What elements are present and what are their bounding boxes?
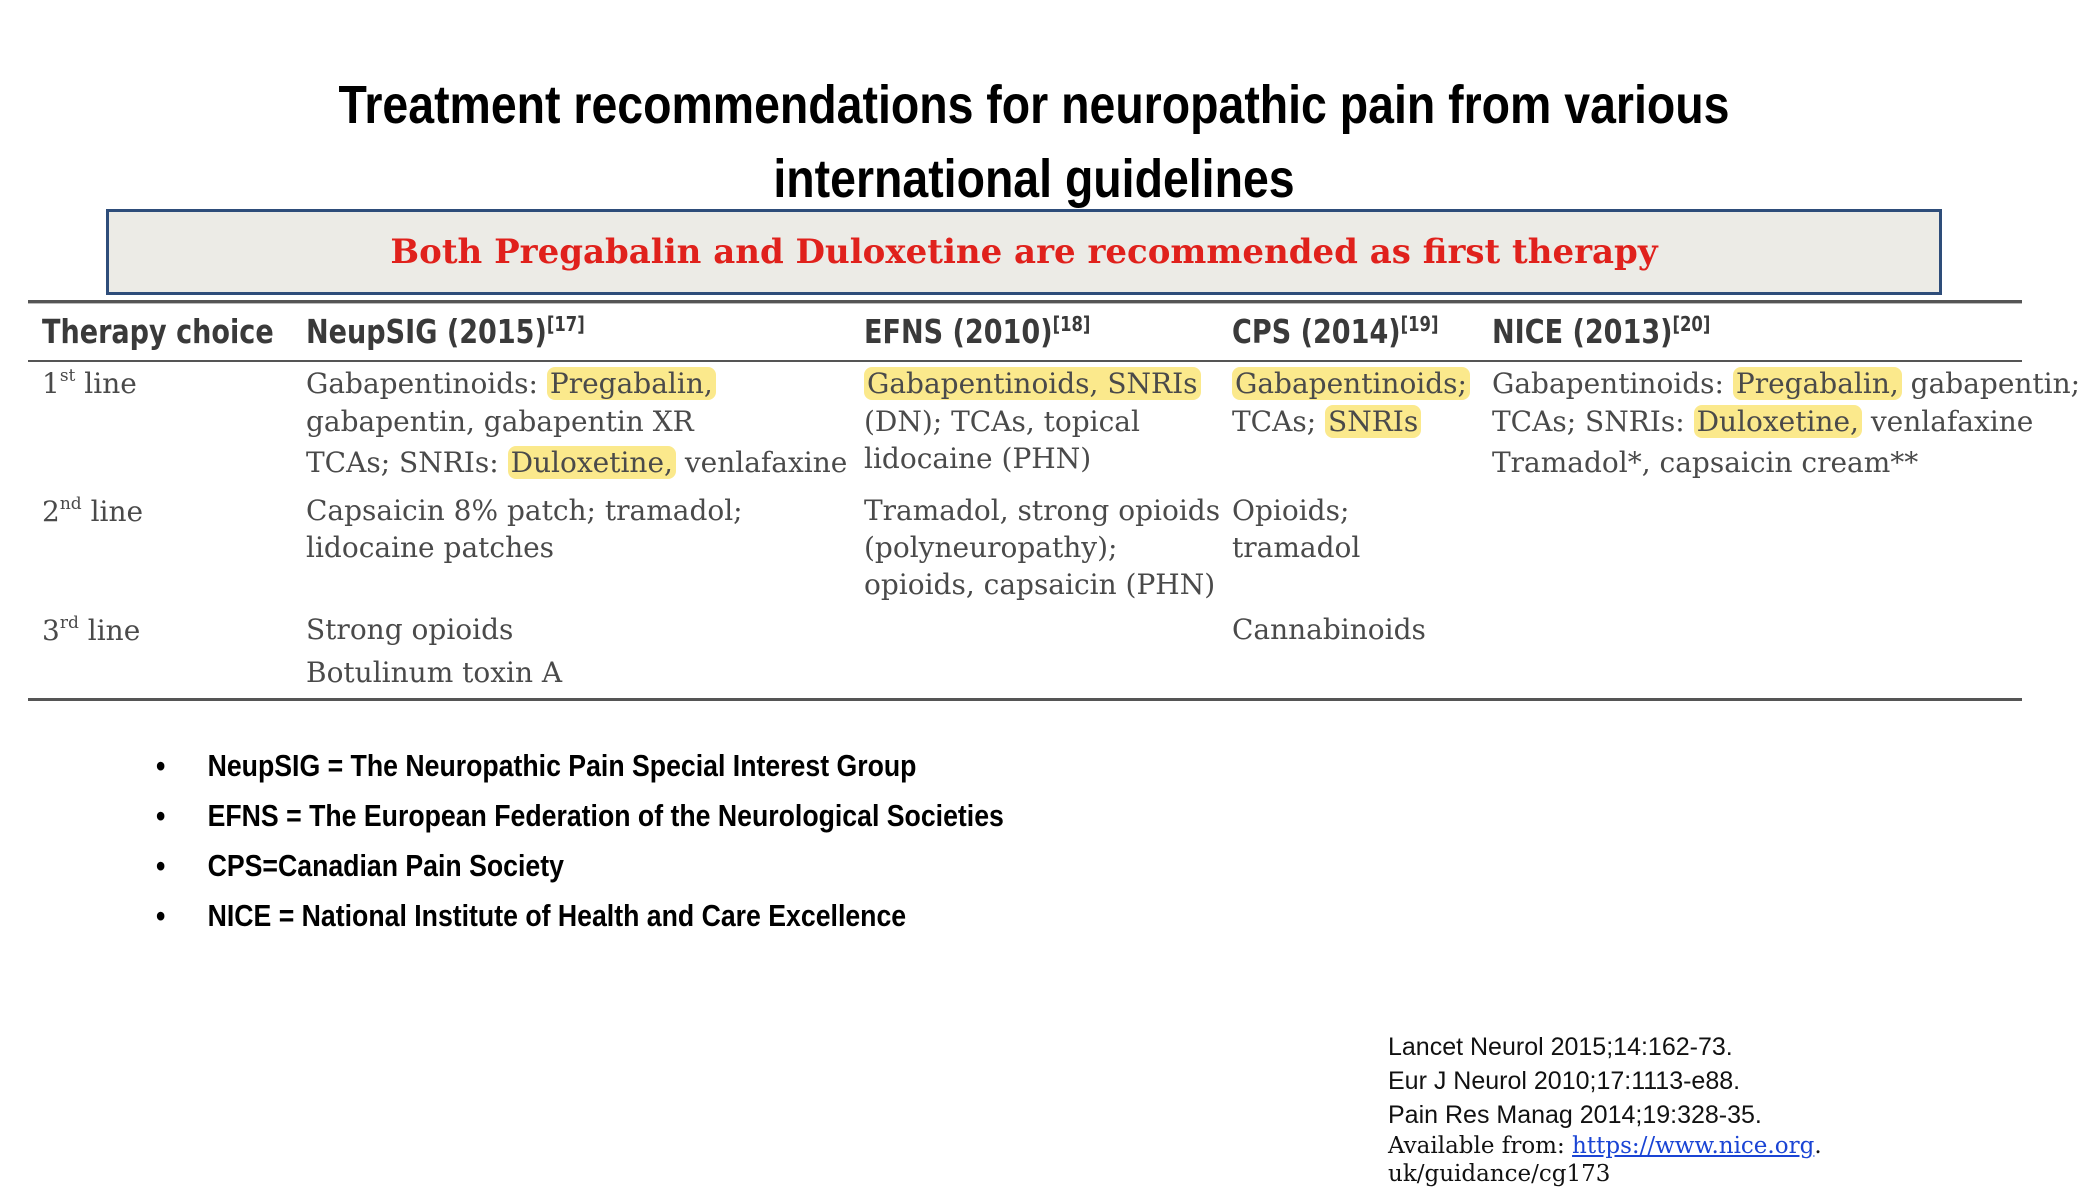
table-header-rule — [28, 360, 2022, 362]
abbreviations-list — [156, 741, 1142, 941]
row-label-2nd-line: 2nd line — [42, 494, 144, 528]
header-neupsig: NeupSIG (2015)[17] — [306, 312, 585, 351]
table-top-rule — [28, 300, 2022, 304]
list-item: • EFNS = The European Federation of the Neurological Societies — [156, 791, 1004, 841]
highlight-duloxetine: Duloxetine, — [508, 446, 676, 479]
highlight-gabapentinoids: Gabapentinoids; — [1232, 367, 1470, 400]
bullet-icon: • — [156, 748, 166, 783]
reference-lancet: Lancet Neurol 2015;14:162-73. — [1388, 1033, 1733, 1061]
header-efns: EFNS (2010)[18] — [864, 312, 1091, 351]
highlight-pregabalin: Pregabalin, — [547, 367, 716, 400]
highlight-snris: SNRIs — [1325, 405, 1421, 438]
highlight-duloxetine: Duloxetine, — [1694, 405, 1862, 438]
highlight-pregabalin: Pregabalin, — [1733, 367, 1902, 400]
table-bottom-rule — [28, 698, 2022, 701]
reference-pain-res-manag: Pain Res Manag 2014;19:328-35. — [1388, 1101, 1762, 1129]
highlight-gabapentinoids-snris: Gabapentinoids, SNRIs — [864, 367, 1201, 400]
row-label-3rd-line: 3rd line — [42, 613, 141, 647]
row-label-1st-line: 1st line — [42, 366, 137, 400]
slide-title-line-1: Treatment recommendations for neuropathic pain from various — [338, 75, 1730, 135]
bullet-icon: • — [156, 798, 166, 833]
key-message-text: Both Pregabalin and Duloxetine are recommended as first therapy — [390, 232, 1658, 272]
header-therapy-choice: Therapy choice — [42, 312, 274, 351]
header-cps: CPS (2014)[19] — [1232, 312, 1439, 351]
slide-title-line-2: international guidelines — [773, 149, 1295, 209]
slide-title — [308, 68, 1760, 216]
list-item: • NICE = National Institute of Health and Care Excellence — [156, 891, 1004, 941]
reference-eur-j-neurol: Eur J Neurol 2010;17:1113-e88. — [1388, 1067, 1741, 1095]
references — [1388, 1030, 2048, 1188]
reference-nice: Available from: https://www.nice.org. uk/guidance/cg173 — [1388, 1133, 1822, 1187]
list-item: • NeupSIG = The Neuropathic Pain Special Interest Group — [156, 741, 1004, 791]
guidelines-table: Therapy choice NeupSIG (2015)[17] EFNS (2010)[18] CPS (2014)[19] NICE (2013)[20] 1st line 2nd line 3rd line Gabapentinoids: Pregabalin, gabapentin, gabapentin XR TCAs; SNRIs: Duloxetine, venlafaxine Gabapentinoids, SNRIs (DN); TCAs, topical lidocaine (PHN) Gabapentinoids; TCAs; SNRIs Gabapentinoids: Pregabalin, gabapentin; TCAs; SNRIs: Duloxetine, venlafaxine Tramadol*, capsaicin cream** Capsaicin 8% patch; tramadol; lidocaine patches Tramadol, strong opioids (polyneuropathy); opioids, capsaicin (PHN) Opioids; tramadol Strong opioids Botulinum toxin A Cannabinoids — [28, 300, 2022, 702]
key-message-banner — [106, 209, 1942, 295]
bullet-icon: • — [156, 848, 166, 883]
list-item: • CPS=Canadian Pain Society — [156, 841, 1004, 891]
header-nice: NICE (2013)[20] — [1492, 312, 1711, 351]
bullet-icon: • — [156, 898, 166, 933]
nice-link[interactable]: https://www.nice.org — [1572, 1133, 1815, 1159]
